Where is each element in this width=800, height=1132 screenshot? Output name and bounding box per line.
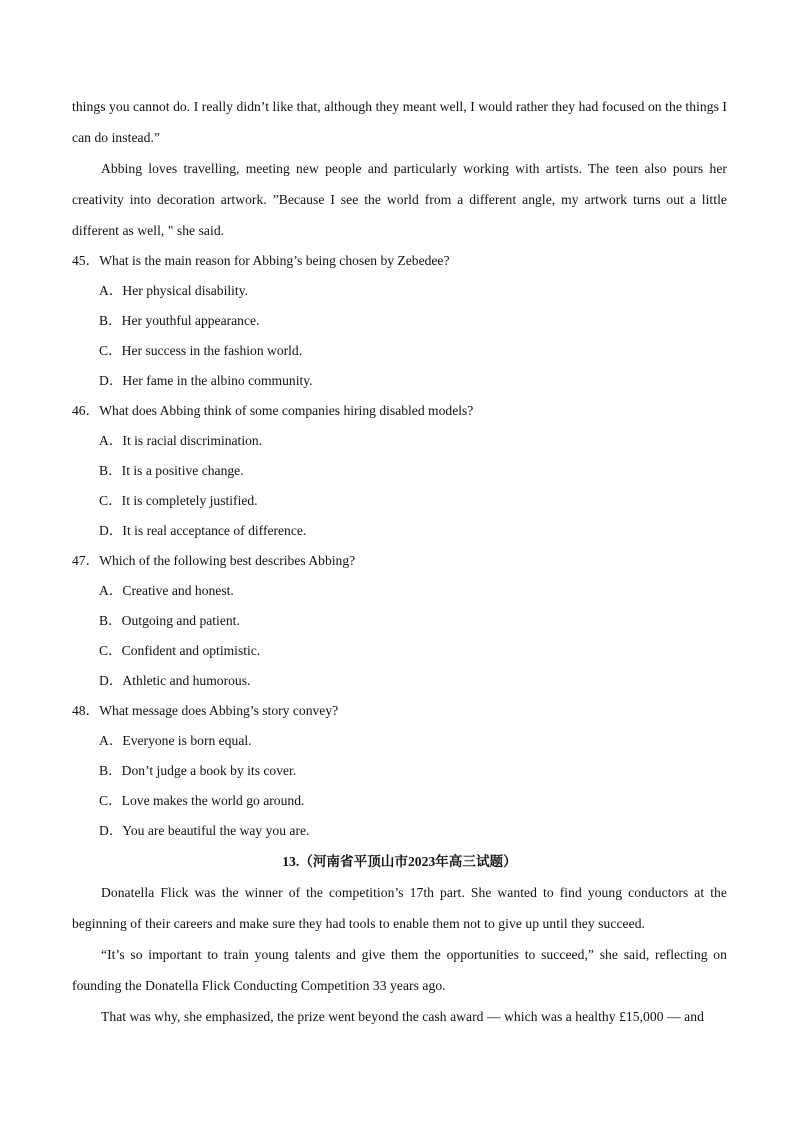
question-47 [72, 546, 727, 696]
option-b: B．It is a positive change. [99, 463, 244, 478]
option-a: A．It is racial discrimination. [99, 433, 263, 448]
option-d: D．You are beautiful the way you are. [99, 823, 310, 838]
question-46 [72, 396, 727, 546]
section-title: 13.（河南省平顶山市2023年高三试题） [282, 854, 517, 869]
option-a: A．Everyone is born equal. [99, 733, 252, 748]
paragraph-prize: That was why, she emphasized, the prize went beyond the cash award — which was a healthy £15,000 — and [101, 1009, 704, 1024]
question-45 [72, 246, 727, 396]
question-stem: 45．What is the main reason for Abbing’s being chosen by Zebedee? [72, 253, 450, 268]
paragraph-abbing-travel: Abbing loves travelling, meeting new people and particularly working with artists. The teen also pours her creativity into decoration artwork. ”Because I see the world from a different angle, my artwork turns out a little different as well, " she said. [72, 161, 727, 238]
option-d: D．Athletic and humorous. [99, 673, 251, 688]
option-a: A．Her physical disability. [99, 283, 249, 298]
document-body [72, 91, 727, 1032]
option-b: B．Outgoing and patient. [99, 613, 240, 628]
option-c: C．Confident and optimistic. [99, 643, 261, 658]
option-b: B．Don’t judge a book by its cover. [99, 763, 297, 778]
question-stem: 46．What does Abbing think of some companies hiring disabled models? [72, 403, 474, 418]
option-b: B．Her youthful appearance. [99, 313, 260, 328]
paragraph-flick-quote: “It’s so important to train young talents and give them the opportunities to succeed,” she said, reflecting on founding the Donatella Flick Conducting Competition 33 years ago. [72, 947, 727, 993]
option-d: D．Her fame in the albino community. [99, 373, 313, 388]
option-a: A．Creative and honest. [99, 583, 234, 598]
paragraph-continuation: things you cannot do. I really didn’t like that, although they meant well, I would rather they had focused on the things I can do instead.” [72, 99, 727, 145]
option-c: C．It is completely justified. [99, 493, 258, 508]
question-48 [72, 696, 727, 846]
option-c: C．Her success in the fashion world. [99, 343, 303, 358]
paragraph-flick-winner: Donatella Flick was the winner of the competition’s 17th part. She wanted to find young conductors at the beginning of their careers and make sure they had tools to enable them not to give up until they succeed. [72, 885, 727, 931]
question-stem: 47．Which of the following best describes Abbing? [72, 553, 356, 568]
question-stem: 48．What message does Abbing’s story convey? [72, 703, 339, 718]
option-d: D．It is real acceptance of difference. [99, 523, 307, 538]
option-c: C．Love makes the world go around. [99, 793, 305, 808]
